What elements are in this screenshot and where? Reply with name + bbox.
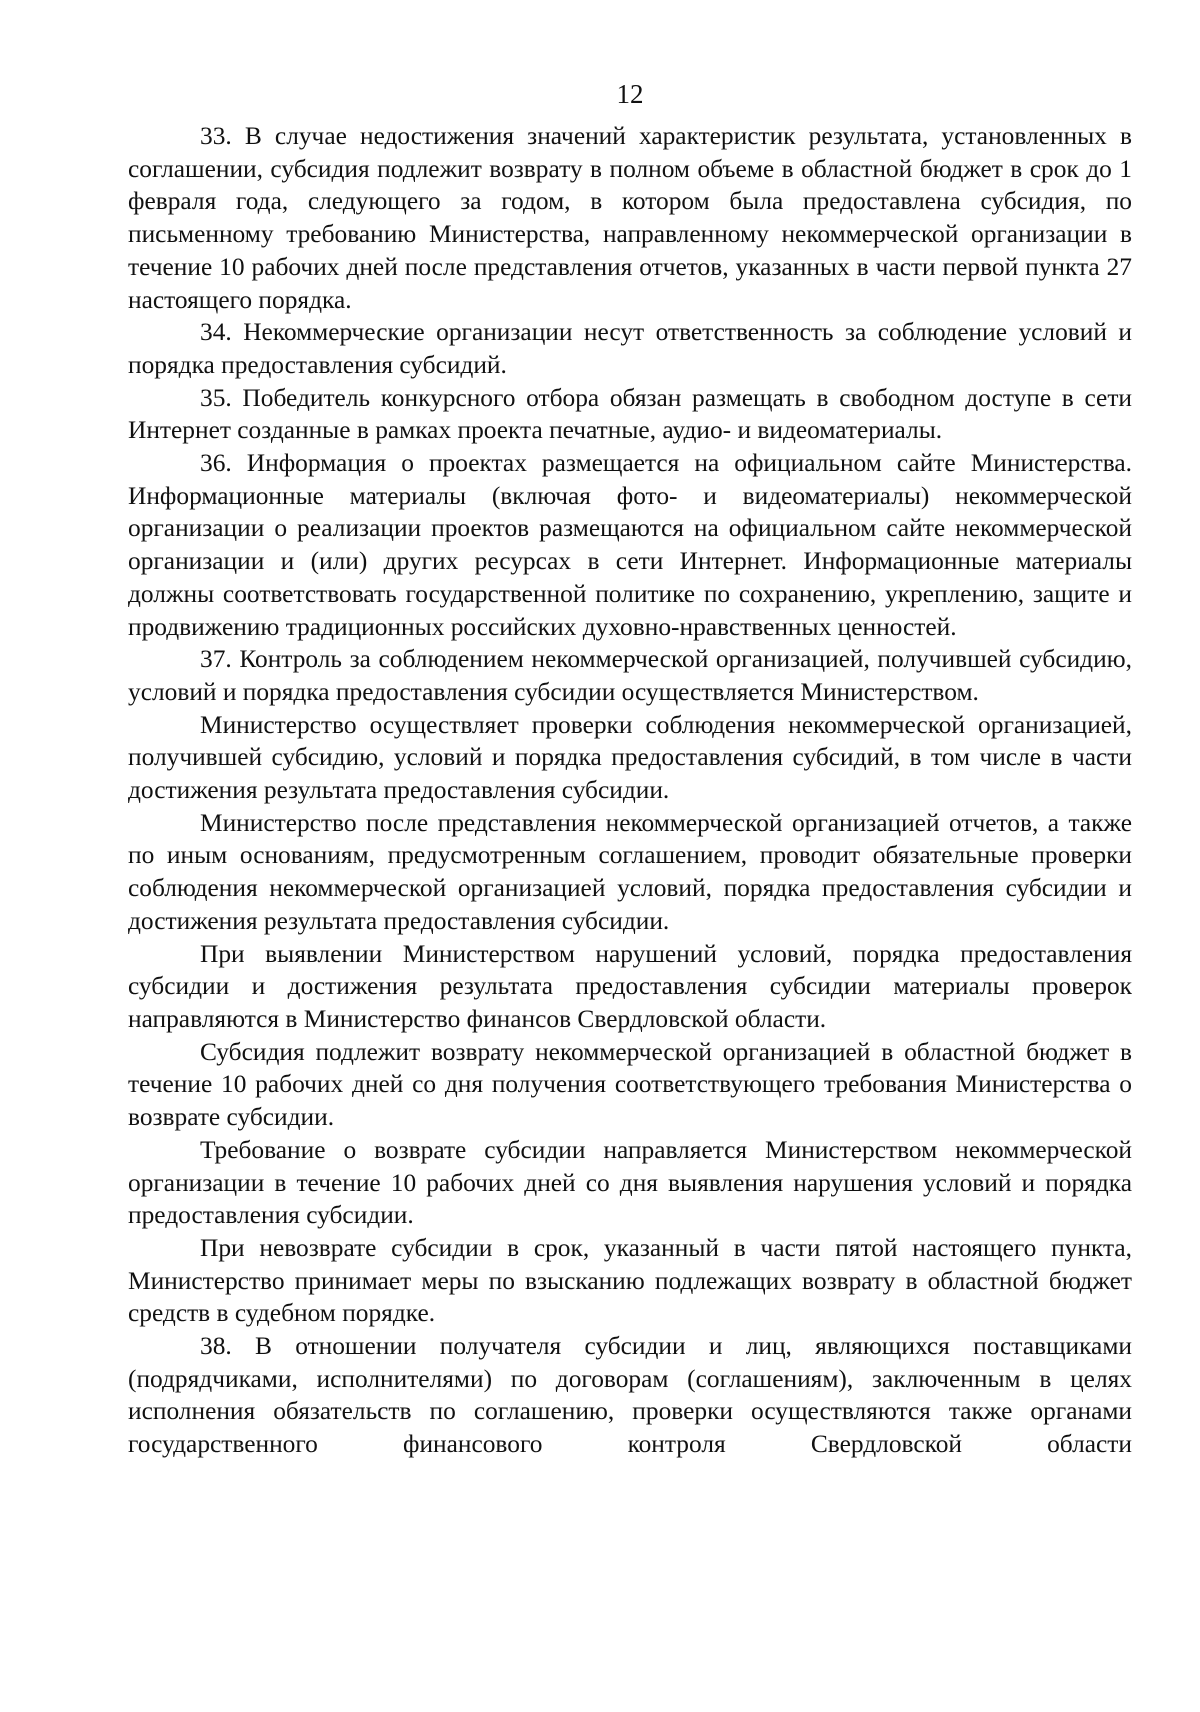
paragraph-37-part-2: Министерство осуществляет проверки соблюдения некоммерческой организацией, получившей субсидию, условий и порядка предоставления субсидий, в том числе в части достижения результата предоставления субсидии. <box>128 710 1132 805</box>
document-body <box>128 120 1132 1461</box>
paragraph-37-part-5: Субсидия подлежит возврату некоммерческой организацией в областной бюджет в течение 10 рабочих дней со дня получения соответствующего требования Министерства о возврате субсидии. <box>128 1037 1132 1132</box>
paragraph-35: 35. Победитель конкурсного отбора обязан размещать в свободном доступе в сети Интернет созданные в рамках проекта печатные, аудио- и видеоматериалы. <box>128 383 1132 445</box>
paragraph-37-part-4: При выявлении Министерством нарушений условий, порядка предоставления субсидии и достижения результата предоставления субсидии материалы проверок направляются в Министерство финансов Свердловской области. <box>128 939 1132 1033</box>
paragraph-36: 36. Информация о проектах размещается на официальном сайте Министерства. Информационные материалы (включая фото- и видеоматериалы) некоммерческой организации о реализации проектов размещаются на официальном сайте некоммерческой организации и (или) других ресурсах в сети Интернет. Информационные материалы должны соответствовать государственной политике по сохранению, укреплению, защите и продвижению традиционных российских духовно-нравственных ценностей. <box>128 449 1132 641</box>
paragraph-37-part-7: При невозврате субсидии в срок, указанный в части пятой настоящего пункта, Министерство принимает меры по взысканию подлежащих возврату в областной бюджет средств в судебном порядке. <box>128 1233 1132 1328</box>
paragraph-34: 34. Некоммерческие организации несут ответственность за соблюдение условий и порядка предоставления субсидий. <box>128 318 1132 379</box>
paragraph-37-part-3: Министерство после представления некоммерческой организацией отчетов, а также по иным основаниям, предусмотренным соглашением, проводит обязательные проверки соблюдения некоммерческой организацией условий, порядка предоставления субсидии и достижения результата предоставления субсидии. <box>128 808 1132 935</box>
page-number: 12 <box>616 79 644 109</box>
paragraph-38: 38. В отношении получателя субсидии и лиц, являющихся поставщиками (подрядчиками, исполнителями) по договорам (соглашениям), заключенным в целях исполнения обязательств по соглашению, проверки осуществляются также органами государственного финансового контроля Свердловской области <box>128 1332 1132 1459</box>
paragraph-37: 37. Контроль за соблюдением некоммерческой организацией, получившей субсидию, условий и порядка предоставления субсидии осуществляется Министерством. <box>128 645 1132 706</box>
paragraph-33: 33. В случае недостижения значений характеристик результата, установленных в соглашении, субсидия подлежит возврату в полном объеме в областной бюджет в срок до 1 февраля года, следующего за годом, в котором была предоставлена субсидия, по письменному требованию Министерства, направленному некоммерческой организации в течение 10 рабочих дней после представления отчетов, указанных в части первой пункта 27 настоящего порядка. <box>128 122 1132 314</box>
paragraph-37-part-6: Требование о возврате субсидии направляется Министерством некоммерческой организации в течение 10 рабочих дней со дня выявления нарушения условий и порядка предоставления субсидии. <box>128 1135 1132 1230</box>
